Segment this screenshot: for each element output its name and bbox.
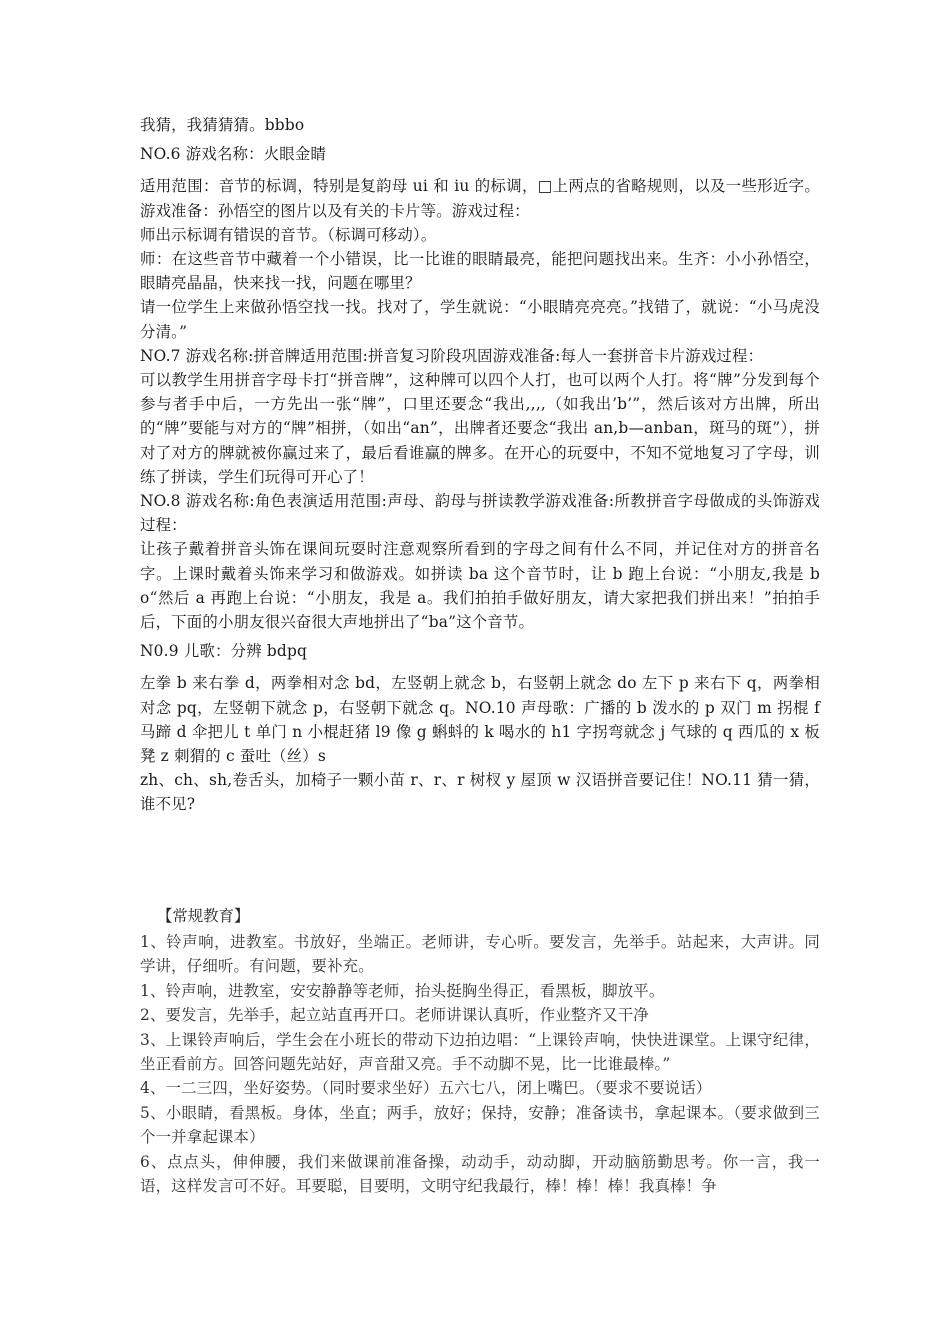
song-9-10-lyrics: 左拳 b 来右拳 d，两拳相对念 bd，左竖朝上就念 b，右竖朝上就念 do 左下 p 来右下 q，两拳相对念 pq，左竖朝下就念 p，右竖朝下就念 q。NO.10 声母歌：广播的 b 泼水的 p 双门 m 拐棍 f 马蹄 d 伞把儿 t 单门 n 小棍赶猪 l9 像 g 蝌蚪的 k 喝水的 h1 字拐弯就念 j 气球的 q 西瓜的 x 板凳 z 刺猬的 c 蚕吐（丝）s: [140, 674, 820, 766]
routine-item: 3、上课铃声响后，学生会在小班长的带动下边拍边唱：“上课铃声响，快快进课堂。上课守纪律，坐正看前方。回答问题先站好，声音甜又亮。手不动脚不晃，比一比谁最棒。”: [140, 1030, 820, 1074]
game-6-step-3: 请一位学生上来做孙悟空找一找。找对了，学生就说：“小眼睛亮亮亮。”找错了，就说：“小马虎没分清。”: [140, 298, 820, 341]
game-6-title: NO.6 游戏名称：火眼金睛: [140, 145, 327, 164]
game-8-title: NO.8 游戏名称:角色表演适用范围:声母、韵母与拼读教学游戏准备:所教拼音字母做成的头饰游戏过程：: [140, 492, 820, 535]
song-10-ending: zh、ch、sh,卷舌头，加椅子一颗小苗 r、r、r 树杈 y 屋顶 w 汉语拼音要记住！NO.11 猜一猜，谁不见?: [140, 771, 820, 814]
pinyin-games-section: [140, 113, 820, 817]
routine-item: 4、一二三四，坐好姿势。（同时要求坐好）五六七八，闭上嘴巴。（要求不要说话）: [140, 1079, 712, 1098]
routine-education-heading: 【常规教育】: [157, 907, 250, 925]
routine-item: 6、点点头，伸伸腰，我们来做课前准备操，动动手，动动脚，开动脑筋勤思考。你一言，我一语，这样发言可不好。耳要聪，目要明，文明守纪我最行，棒！棒！棒！我真棒！争: [140, 1152, 820, 1196]
song-9-title: N0.9 儿歌：分辨 bdpq: [140, 642, 308, 661]
game-6-step-2: 师：在这些音节中藏着一个小错误，比一比谁的眼睛最亮，能把问题找出来。生齐：小小孙悟空，眼睛亮晶晶，快来找一找，问题在哪里？: [140, 250, 820, 293]
game-6-step-1: 师出示标调有错误的音节。（标调可移动）。: [140, 225, 437, 244]
routine-education-section: [140, 905, 820, 1198]
game-6-scope: 适用范围：音节的标调，特别是复韵母 ui 和 iu 的标调，□上两点的省略规则，以及一些形近字。游戏准备：孙悟空的图片以及有关的卡片等。游戏过程：: [140, 177, 820, 220]
game-8-process: 让孩子戴着拼音头饰在课间玩耍时注意观察所看到的字母之间有什么不同，并记住对方的拼音名字。上课时戴着头饰来学习和做游戏。如拼读 ba 这个音节时，让 b 跑上台说：“小朋友,我是 bo“然后 a 再跑上台说：“小朋友，我是 a。我们拍拍手做好朋友，请大家把我们拼出来！”拍拍手后，下面的小朋友很兴奋很大声地拼出了“ba”这个音节。: [140, 540, 820, 632]
routine-item: 1、铃声响，进教室。书放好，坐端正。老师讲，专心听。要发言，先举手。站起来，大声讲。同学讲，仔细听。有问题，要补充。: [140, 933, 820, 976]
game-7-title: NO.7 游戏名称:拼音牌适用范围:拼音复习阶段巩固游戏准备:每人一套拼音卡片游戏过程：: [140, 346, 764, 365]
routine-item: 1、铃声响，进教室，安安静静等老师，抬头挺胸坐得正，看黑板，脚放平。: [140, 981, 665, 1000]
game-7-process: 可以教学生用拼音字母卡打“拼音牌”，这种牌可以四个人打，也可以两个人打。将“牌”分发到每个参与者手中后，一方先出一张“牌”，口里还要念“我出,,,,（如我出’b’”，然后该对方出牌，所出的“牌”要能与对方的“牌”相拼，（如出“an”，出牌者还要念“我出 an,b—anban，斑马的斑”），拼对了对方的牌就被你赢过来了，最后看谁赢的牌多。在开心的玩耍中，不知不觉地复习了字母，训练了拼读，学生们玩得可开心了！: [140, 371, 820, 486]
routine-item: 2、要发言，先举手，起立站直再开口。老师讲课认真听，作业整齐又干净: [140, 1006, 649, 1025]
paragraph-guess-song: 我猜，我猜猜猜。bbbo: [140, 116, 305, 134]
routine-item: 5、小眼睛，看黑板。身体，坐直；两手，放好；保持，安静；准备读书，拿起课本。（要求做到三个一并拿起课本）: [140, 1103, 820, 1147]
